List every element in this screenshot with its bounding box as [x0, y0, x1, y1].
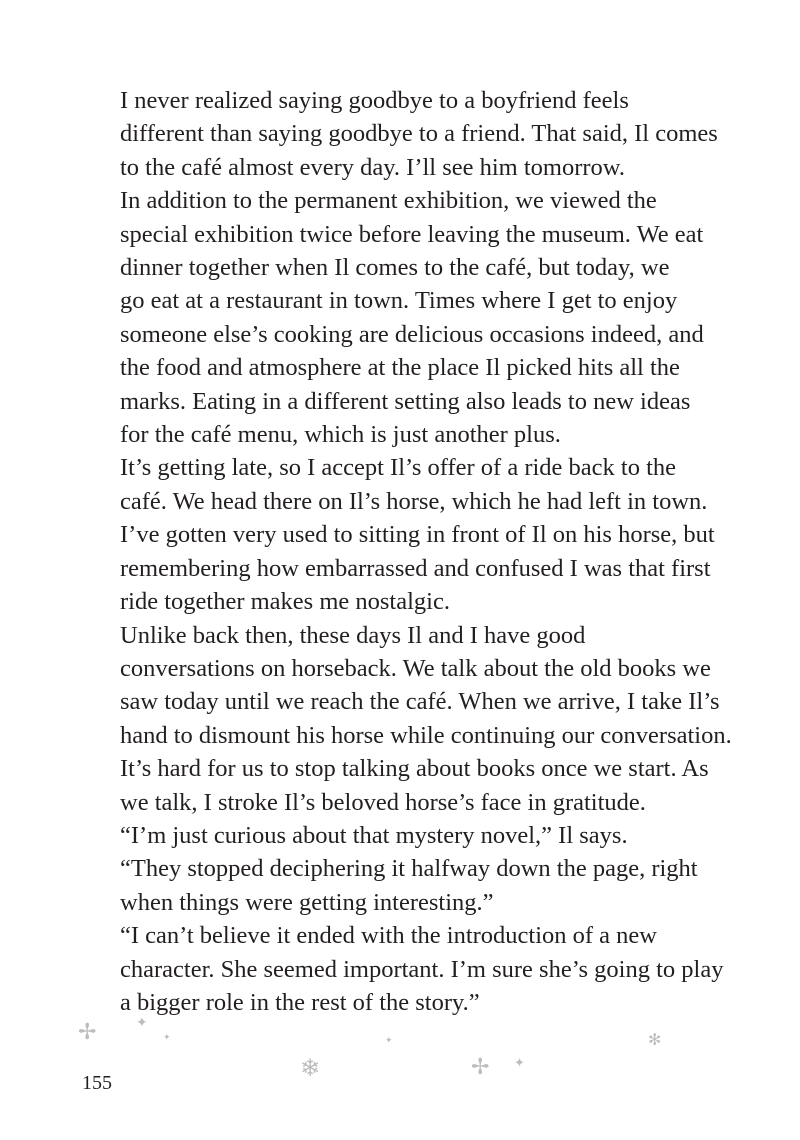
paragraph: [80, 819, 720, 919]
text-line: the food and atmosphere at the place Il picked hits all the: [120, 354, 680, 382]
text-line: saw today until we reach the café. When we arrive, I take Il’s: [120, 688, 720, 716]
sparkle-cross-icon: ✢: [471, 1055, 490, 1080]
text-line: It’s hard for us to stop talking about books once we start. As: [120, 755, 709, 783]
paragraph: [80, 184, 720, 451]
text-line: go eat at a restaurant in town. Times where I get to enjoy: [120, 287, 678, 315]
text-line: to the café almost every day. I’ll see him tomorrow.: [120, 153, 626, 181]
text-line: marks. Eating in a different setting also leads to new ideas: [120, 387, 691, 415]
text-line: someone else’s cooking are delicious occasions indeed, and: [120, 320, 704, 348]
sparkle-cross-icon: ✢: [78, 1020, 97, 1045]
page-number: 155: [82, 1072, 112, 1094]
text-line: “I’m just curious about that mystery novel,” Il says.: [120, 821, 628, 849]
asterisk-icon: ✻: [648, 1030, 662, 1049]
text-line: remembering how embarrassed and confused I was that first: [120, 554, 711, 582]
text-line: It’s getting late, so I accept Il’s offer of a ride back to the: [120, 454, 677, 482]
text-line: café. We head there on Il’s horse, which he had left in town.: [120, 487, 708, 515]
paragraph: [80, 84, 720, 184]
sparkle-dot-icon: ✦: [163, 1033, 171, 1043]
text-line: “They stopped deciphering it halfway down the page, right: [120, 855, 698, 883]
text-line: dinner together when Il comes to the café, but today, we: [120, 254, 670, 282]
text-line: when things were getting interesting.”: [120, 888, 494, 916]
sparkle-star-icon: ✦: [136, 1015, 148, 1031]
text-line: for the café menu, which is just another plus.: [120, 421, 561, 449]
text-line: we talk, I stroke Il’s beloved horse’s face in gratitude.: [120, 788, 646, 816]
sparkle-dot-icon: ✦: [385, 1036, 393, 1046]
paragraph: [80, 619, 732, 819]
text-line: character. She seemed important. I’m sure she’s going to play: [120, 955, 724, 983]
text-line: In addition to the permanent exhibition, we viewed the: [120, 187, 657, 215]
text-line: conversations on horseback. We talk about the old books we: [120, 654, 711, 682]
text-line: hand to dismount his horse while continuing our conversation.: [120, 721, 732, 749]
text-line: “I can’t believe it ended with the introduction of a new: [120, 922, 658, 950]
snowflake-icon: ❄: [300, 1054, 321, 1082]
paragraph: [80, 919, 724, 1019]
sparkle-star-icon: ✦: [514, 1056, 525, 1071]
text-line: I never realized saying goodbye to a boyfriend feels: [120, 87, 629, 114]
text-line: special exhibition twice before leaving the museum. We eat: [120, 220, 704, 248]
body-text: [80, 84, 732, 1019]
text-line: a bigger role in the rest of the story.”: [120, 988, 480, 1016]
text-line: I’ve gotten very used to sitting in front of Il on his horse, but: [120, 521, 715, 549]
text-line: different than saying goodbye to a friend. That said, Il comes: [120, 120, 718, 148]
text-line: Unlike back then, these days Il and I have good: [120, 621, 586, 649]
text-line: ride together makes me nostalgic.: [120, 588, 450, 616]
paragraph: [80, 451, 720, 618]
